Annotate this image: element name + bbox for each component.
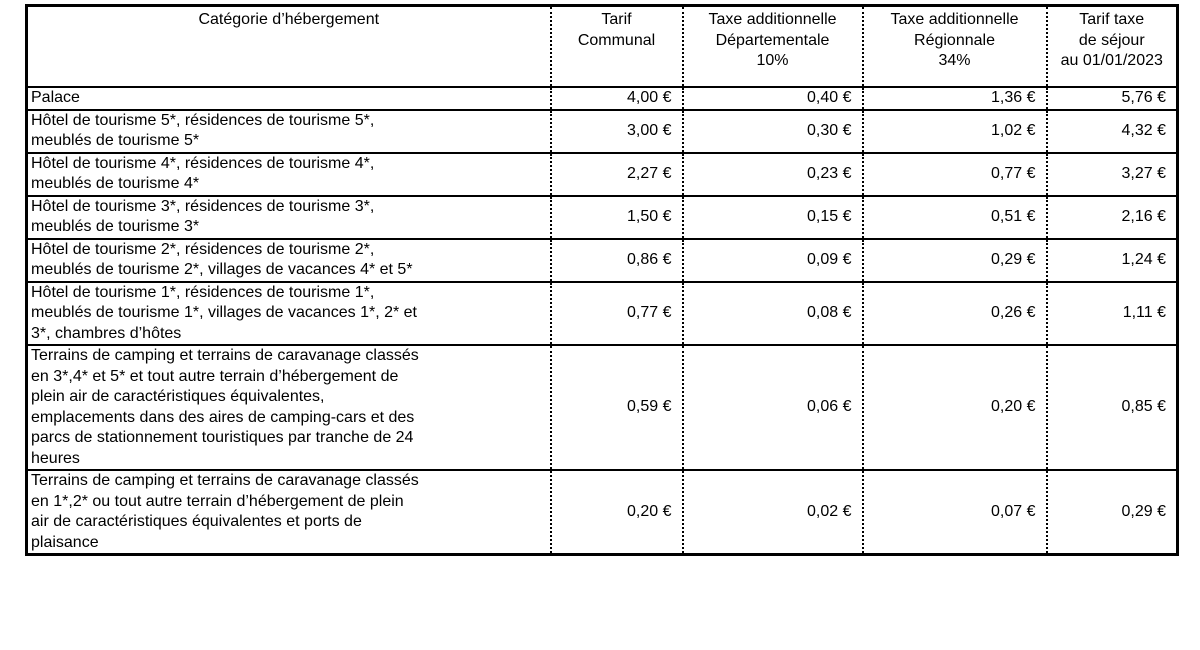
header-total	[1047, 6, 1178, 88]
header-departementale	[683, 6, 863, 88]
table-row	[27, 345, 1178, 470]
total-cell: 2,16 €	[1047, 196, 1178, 239]
category-line: plaisance	[31, 533, 99, 551]
category-line: Terrains de camping et terrains de caravanage classés	[31, 347, 419, 364]
table-row	[27, 87, 1178, 110]
header-line: Taxe additionnelle	[890, 11, 1019, 28]
communal-cell: 0,20 €	[551, 470, 683, 555]
departementale-cell: 0,30 €	[683, 110, 863, 153]
category-line: parcs de stationnement touristiques par tranche de 24	[31, 429, 414, 446]
header-line: Catégorie d’hébergement	[198, 11, 380, 28]
header-line: au 01/01/2023	[1060, 52, 1163, 69]
category-cell	[27, 282, 551, 346]
header-line: de séjour	[1078, 31, 1145, 49]
communal-cell: 0,59 €	[551, 345, 683, 470]
header-line: Tarif taxe	[1079, 11, 1145, 28]
category-cell	[27, 153, 551, 196]
regionale-cell: 0,20 €	[863, 345, 1047, 470]
category-line: meublés de tourisme 4*	[31, 175, 200, 192]
table-row	[27, 110, 1178, 153]
table-row	[27, 196, 1178, 239]
header-regionale	[863, 6, 1047, 88]
category-line: meublés de tourisme 3*	[31, 218, 200, 235]
header-line: 10%	[756, 52, 789, 69]
regionale-cell: 0,07 €	[863, 470, 1047, 555]
category-line: 3*, chambres d’hôtes	[31, 324, 182, 342]
category-line: en 1*,2* ou tout autre terrain d’hébergement de plein	[31, 492, 404, 510]
header-line: Communal	[577, 31, 656, 49]
header-communal	[551, 6, 683, 88]
communal-cell: 1,50 €	[551, 196, 683, 239]
table-body	[27, 87, 1178, 555]
category-line: meublés de tourisme 5*	[31, 132, 200, 149]
total-cell: 0,85 €	[1047, 345, 1178, 470]
header-line: Taxe additionnelle	[708, 11, 837, 28]
category-cell	[27, 239, 551, 282]
communal-cell: 0,77 €	[551, 282, 683, 346]
regionale-cell: 1,02 €	[863, 110, 1047, 153]
communal-cell: 3,00 €	[551, 110, 683, 153]
table-row	[27, 470, 1178, 555]
category-line: Hôtel de tourisme 1*, résidences de tourisme 1*,	[31, 283, 375, 301]
departementale-cell: 0,15 €	[683, 196, 863, 239]
category-cell	[27, 345, 551, 470]
category-line: Hôtel de tourisme 4*, résidences de tourisme 4*,	[31, 154, 375, 172]
header-category	[27, 6, 551, 88]
departementale-cell: 0,09 €	[683, 239, 863, 282]
category-cell	[27, 470, 551, 555]
category-line: air de caractéristiques équivalentes et ports de	[31, 513, 362, 530]
regionale-cell: 0,51 €	[863, 196, 1047, 239]
total-cell: 3,27 €	[1047, 153, 1178, 196]
regionale-cell: 0,26 €	[863, 282, 1047, 346]
header-row	[27, 6, 1178, 88]
category-cell	[27, 87, 551, 110]
communal-cell: 0,86 €	[551, 239, 683, 282]
category-line: meublés de tourisme 2*, villages de vacances 4* et 5*	[31, 261, 413, 278]
regionale-cell: 0,77 €	[863, 153, 1047, 196]
category-line: plein air de caractéristiques équivalentes,	[31, 388, 325, 405]
table-row	[27, 153, 1178, 196]
departementale-cell: 0,08 €	[683, 282, 863, 346]
total-cell: 1,11 €	[1047, 282, 1178, 346]
communal-cell: 4,00 €	[551, 87, 683, 110]
tax-rate-table	[25, 4, 1179, 556]
category-cell	[27, 110, 551, 153]
table-row	[27, 282, 1178, 346]
category-line: Terrains de camping et terrains de caravanage classés	[31, 472, 419, 489]
category-line: emplacements dans des aires de camping-cars et des	[31, 408, 415, 426]
regionale-cell: 1,36 €	[863, 87, 1047, 110]
header-line: 34%	[938, 52, 971, 69]
departementale-cell: 0,06 €	[683, 345, 863, 470]
category-line: Palace	[31, 89, 80, 106]
regionale-cell: 0,29 €	[863, 239, 1047, 282]
communal-cell: 2,27 €	[551, 153, 683, 196]
total-cell: 0,29 €	[1047, 470, 1178, 555]
category-line: Hôtel de tourisme 2*, résidences de tourisme 2*,	[31, 240, 375, 258]
category-line: heures	[31, 449, 80, 467]
departementale-cell: 0,40 €	[683, 87, 863, 110]
category-line: Hôtel de tourisme 3*, résidences de tourisme 3*,	[31, 197, 375, 215]
total-cell: 1,24 €	[1047, 239, 1178, 282]
header-line: Départementale	[715, 31, 830, 49]
total-cell: 5,76 €	[1047, 87, 1178, 110]
header-line: Régionnale	[914, 31, 995, 49]
departementale-cell: 0,02 €	[683, 470, 863, 555]
category-line: Hôtel de tourisme 5*, résidences de tourisme 5*,	[31, 111, 375, 129]
total-cell: 4,32 €	[1047, 110, 1178, 153]
header-line: Tarif	[601, 11, 632, 28]
category-line: meublés de tourisme 1*, villages de vacances 1*, 2* et	[31, 304, 417, 321]
category-cell	[27, 196, 551, 239]
departementale-cell: 0,23 €	[683, 153, 863, 196]
table-row	[27, 239, 1178, 282]
category-line: en 3*,4* et 5* et tout autre terrain d’hébergement de	[31, 367, 399, 385]
